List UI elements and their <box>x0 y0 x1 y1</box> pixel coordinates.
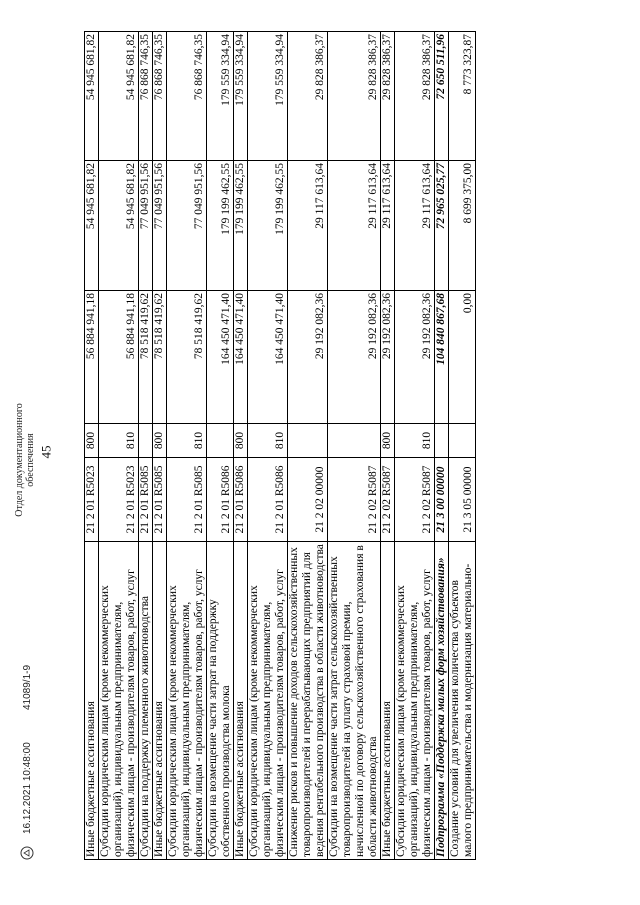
budget-table <box>84 31 476 860</box>
row-amount-1: 104 840 867,68 <box>435 291 449 424</box>
row-expense-type: 800 <box>234 424 248 458</box>
row-amount-1: 0,00 <box>449 291 476 424</box>
row-code: 21 2 01 R5086 <box>248 458 288 542</box>
document-footer <box>10 160 40 860</box>
table-row <box>381 32 395 860</box>
row-name: Субсидии на возмещение части затрат сельскохозяйственных товаропроизводителей на уплату страховой премии, начисленной по договору сельскохозяйственного страхования в области животноводства <box>328 542 381 860</box>
row-name: Подпрограмма «Поддержка малых форм хозяйствования» <box>435 542 449 860</box>
table-row <box>153 32 167 860</box>
row-amount-2: 179 199 462,55 <box>234 161 248 291</box>
row-code: 21 2 01 R5086 <box>207 458 234 542</box>
table-row <box>207 32 234 860</box>
row-expense-type <box>288 424 328 458</box>
row-amount-2: 77 049 951,56 <box>167 161 207 291</box>
row-code: 21 3 05 00000 <box>449 458 476 542</box>
row-code: 21 2 01 R5085 <box>153 458 167 542</box>
row-expense-type: 810 <box>248 424 288 458</box>
row-amount-1: 78 518 419,62 <box>139 291 153 424</box>
table-row <box>288 32 328 860</box>
footer-date: 16.12.2021 10:48:00 <box>22 742 33 834</box>
row-expense-type: 800 <box>381 424 395 458</box>
table-row <box>395 32 435 860</box>
footer-department: Отдел документационного обеспечения <box>14 403 36 517</box>
row-name: Субсидии юридическим лицам (кроме некоммерческих организаций), индивидуальным предпринимателям, физическим лицам - производителям товаров, работ, услуг <box>248 542 288 860</box>
table-row <box>139 32 153 860</box>
budget-table-body <box>85 32 476 860</box>
row-code: 21 2 01 R5086 <box>234 458 248 542</box>
row-amount-3: 76 868 746,35 <box>167 32 207 161</box>
row-amount-2: 54 945 681,82 <box>85 161 99 291</box>
row-amount-2: 77 049 951,56 <box>153 161 167 291</box>
row-amount-1: 164 450 471,40 <box>234 291 248 424</box>
table-row <box>248 32 288 860</box>
table-row <box>167 32 207 860</box>
stamp-icon <box>20 846 34 860</box>
row-name: Субсидии на поддержку племенного животноводства <box>139 542 153 860</box>
row-amount-1: 164 450 471,40 <box>248 291 288 424</box>
row-amount-3: 8 773 323,87 <box>449 32 476 161</box>
row-expense-type <box>328 424 381 458</box>
row-amount-2: 179 199 462,55 <box>207 161 234 291</box>
row-code: 21 2 01 R5085 <box>139 458 153 542</box>
row-code: 21 2 01 R5085 <box>167 458 207 542</box>
table-row <box>234 32 248 860</box>
row-amount-2: 54 945 681,82 <box>99 161 139 291</box>
row-name: Субсидии юридическим лицам (кроме некоммерческих организаций), индивидуальным предпринимателям, физическим лицам - производителям товаров, работ, услуг <box>167 542 207 860</box>
row-code: 21 2 02 R5087 <box>381 458 395 542</box>
row-name: Иные бюджетные ассигнования <box>234 542 248 860</box>
row-amount-2: 179 199 462,55 <box>248 161 288 291</box>
row-name: Субсидии на возмещение части затрат на поддержку собственного производства молока <box>207 542 234 860</box>
row-amount-3: 76 868 746,35 <box>139 32 153 161</box>
row-expense-type: 810 <box>395 424 435 458</box>
row-expense-type <box>139 424 153 458</box>
row-amount-2: 29 117 613,64 <box>395 161 435 291</box>
row-amount-1: 29 192 082,36 <box>381 291 395 424</box>
row-code: 21 2 01 R5023 <box>99 458 139 542</box>
row-amount-3: 179 559 334,94 <box>248 32 288 161</box>
row-name: Создание условий для увеличения количества субъектов малого предпринимательства и модернизация материально- <box>449 542 476 860</box>
row-amount-3: 72 650 511,96 <box>435 32 449 161</box>
row-amount-2: 77 049 951,56 <box>139 161 153 291</box>
row-name: Иные бюджетные ассигнования <box>85 542 99 860</box>
row-code: 21 3 00 00000 <box>435 458 449 542</box>
row-amount-3: 76 868 746,35 <box>153 32 167 161</box>
table-row <box>328 32 381 860</box>
row-expense-type: 810 <box>167 424 207 458</box>
row-name: Снижение рисков и повышение доходов сельскохозяйственных товаропроизводителей и перерабатывающих предприятий для ведения рентабельного производства в области животноводства <box>288 542 328 860</box>
row-amount-3: 54 945 681,82 <box>99 32 139 161</box>
row-amount-3: 54 945 681,82 <box>85 32 99 161</box>
row-code: 21 2 02 00000 <box>288 458 328 542</box>
row-amount-3: 179 559 334,94 <box>234 32 248 161</box>
row-code: 21 2 02 R5087 <box>395 458 435 542</box>
row-name: Субсидии юридическим лицам (кроме некоммерческих организаций), индивидуальным предпринимателям, физическим лицам - производителям товаров, работ, услуг <box>99 542 139 860</box>
row-expense-type: 800 <box>85 424 99 458</box>
row-amount-2: 72 965 025,77 <box>435 161 449 291</box>
row-amount-3: 29 828 386,37 <box>328 32 381 161</box>
table-row <box>449 32 476 860</box>
row-amount-3: 29 828 386,37 <box>288 32 328 161</box>
page-number: 45 <box>38 445 54 459</box>
row-amount-3: 179 559 334,94 <box>207 32 234 161</box>
row-expense-type <box>449 424 476 458</box>
row-amount-1: 29 192 082,36 <box>395 291 435 424</box>
row-amount-1: 164 450 471,40 <box>207 291 234 424</box>
row-amount-1: 56 884 941,18 <box>99 291 139 424</box>
row-expense-type <box>207 424 234 458</box>
row-name: Иные бюджетные ассигнования <box>153 542 167 860</box>
row-expense-type: 800 <box>153 424 167 458</box>
row-amount-1: 29 192 082,36 <box>328 291 381 424</box>
budget-table-wrapper <box>84 32 476 860</box>
table-row <box>85 32 99 860</box>
row-code: 21 2 02 R5087 <box>328 458 381 542</box>
row-amount-3: 29 828 386,37 <box>381 32 395 161</box>
row-expense-type <box>435 424 449 458</box>
row-code: 21 2 01 R5023 <box>85 458 99 542</box>
table-row <box>435 32 449 860</box>
row-name: Субсидии юридическим лицам (кроме некоммерческих организаций), индивидуальным предпринимателям, физическим лицам - производителям товаров, работ, услуг <box>395 542 435 860</box>
row-amount-1: 78 518 419,62 <box>167 291 207 424</box>
row-amount-2: 29 117 613,64 <box>328 161 381 291</box>
row-name: Иные бюджетные ассигнования <box>381 542 395 860</box>
footer-doc-number: 41089/1-9 <box>22 664 33 710</box>
row-amount-2: 29 117 613,64 <box>381 161 395 291</box>
row-amount-1: 56 884 941,18 <box>85 291 99 424</box>
row-amount-1: 29 192 082,36 <box>288 291 328 424</box>
row-amount-2: 8 699 375,00 <box>449 161 476 291</box>
table-row <box>99 32 139 860</box>
row-expense-type: 810 <box>99 424 139 458</box>
row-amount-2: 29 117 613,64 <box>288 161 328 291</box>
row-amount-1: 78 518 419,62 <box>153 291 167 424</box>
row-amount-3: 29 828 386,37 <box>395 32 435 161</box>
